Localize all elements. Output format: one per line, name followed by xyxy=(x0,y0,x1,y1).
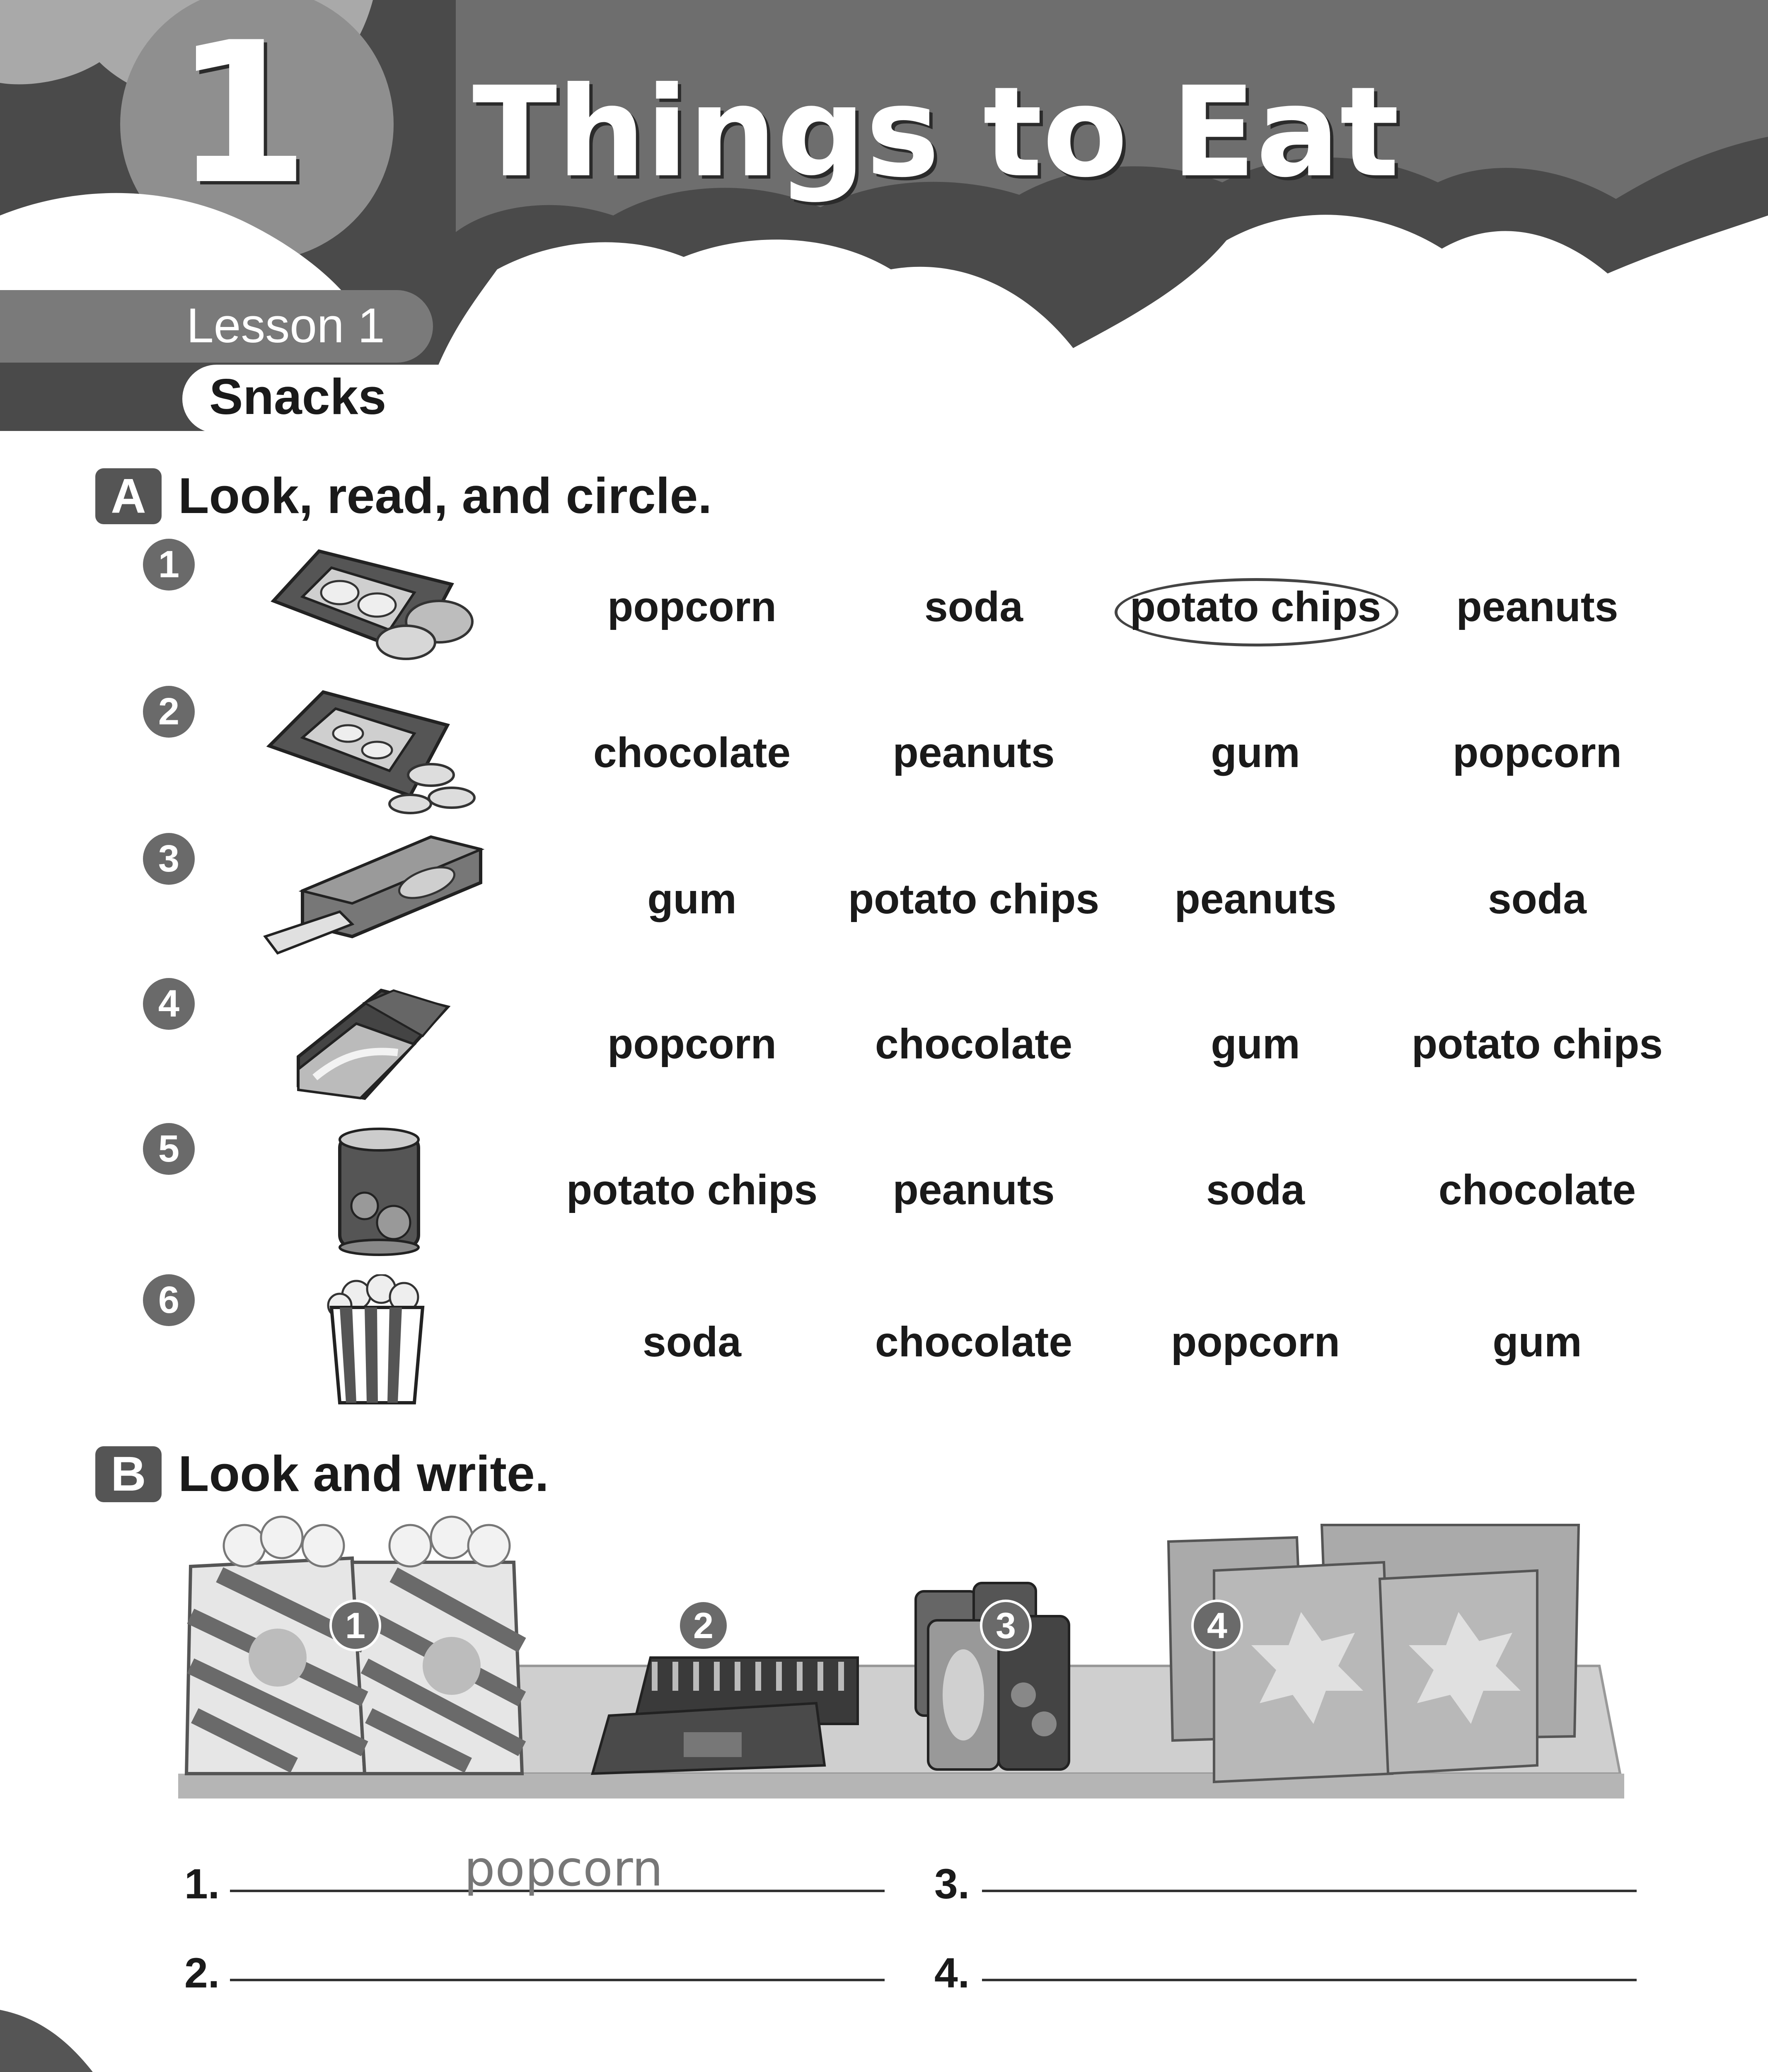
lesson-topic: Snacks xyxy=(209,368,387,425)
section-a-instruction: Look, read, and circle. xyxy=(178,467,712,524)
choice-word[interactable]: peanuts xyxy=(1174,875,1337,922)
item-number-4: 4 xyxy=(143,978,195,1030)
choice-word[interactable]: gum xyxy=(1492,1318,1582,1365)
choice-word[interactable]: chocolate xyxy=(593,729,791,776)
choice-word[interactable]: popcorn xyxy=(1171,1318,1340,1365)
choice-word[interactable]: peanuts xyxy=(1456,583,1618,630)
choice-word[interactable]: popcorn xyxy=(607,583,776,630)
choice-word[interactable]: soda xyxy=(642,1318,742,1365)
snack-shelf-illustration xyxy=(170,1508,1628,1807)
write-line-number-2: 2. xyxy=(184,1949,220,1997)
choice-word-circled[interactable]: potato chips xyxy=(1129,583,1381,630)
footer-decoration xyxy=(0,2010,249,2072)
peanuts-bag-icon xyxy=(257,680,489,816)
lesson-label: Lesson 1 xyxy=(186,298,385,353)
section-a-badge: A xyxy=(95,468,162,524)
write-line-answer-1: popcorn xyxy=(464,1840,663,1897)
write-line-4[interactable] xyxy=(982,1979,1637,1981)
write-line-number-3: 3. xyxy=(934,1860,970,1907)
choice-word[interactable]: gum xyxy=(1211,1020,1300,1067)
gum-pack-icon xyxy=(257,825,489,961)
choice-word[interactable]: chocolate xyxy=(1438,1166,1636,1213)
choice-word[interactable]: soda xyxy=(1206,1166,1305,1213)
picture-number-4: 4 xyxy=(1191,1600,1243,1651)
picture-number-3: 3 xyxy=(980,1600,1032,1651)
chip-bags-icon xyxy=(1168,1525,1579,1782)
choice-word[interactable]: potato chips xyxy=(566,1166,818,1213)
write-line-number-4: 4. xyxy=(934,1949,970,1997)
choice-word[interactable]: gum xyxy=(1211,729,1300,776)
picture-number-1: 1 xyxy=(329,1600,381,1651)
choice-word[interactable]: potato chips xyxy=(1411,1020,1663,1067)
unit-title: Things to Eat xyxy=(472,60,1400,205)
choice-word[interactable]: soda xyxy=(924,583,1023,630)
choice-word[interactable]: soda xyxy=(1487,875,1587,922)
choice-word[interactable]: potato chips xyxy=(848,875,1100,922)
item-number-3: 3 xyxy=(143,833,195,885)
write-line-2[interactable] xyxy=(230,1979,885,1981)
item-number-5: 5 xyxy=(143,1123,195,1175)
choice-word[interactable]: chocolate xyxy=(875,1318,1073,1365)
section-b-instruction: Look and write. xyxy=(178,1445,549,1502)
choice-word[interactable]: peanuts xyxy=(892,1166,1055,1213)
section-b-badge: B xyxy=(95,1446,162,1502)
item-number-6: 6 xyxy=(143,1274,195,1326)
item-number-2: 2 xyxy=(143,686,195,738)
choice-word[interactable]: chocolate xyxy=(875,1020,1073,1067)
unit-number: 1 xyxy=(174,0,310,227)
choice-word[interactable]: popcorn xyxy=(1453,729,1622,776)
write-line-3[interactable] xyxy=(982,1890,1637,1892)
soda-can-icon xyxy=(257,1123,489,1260)
choice-word[interactable]: popcorn xyxy=(607,1020,776,1067)
choice-word[interactable]: peanuts xyxy=(892,729,1055,776)
chocolate-bar-icon xyxy=(257,974,489,1111)
choice-word[interactable]: gum xyxy=(647,875,737,922)
popcorn-box-icon xyxy=(257,1274,489,1411)
potato-chips-bag-icon xyxy=(257,535,489,671)
picture-number-2: 2 xyxy=(677,1600,729,1651)
item-number-1: 1 xyxy=(143,539,195,591)
write-line-number-1: 1. xyxy=(184,1860,220,1907)
